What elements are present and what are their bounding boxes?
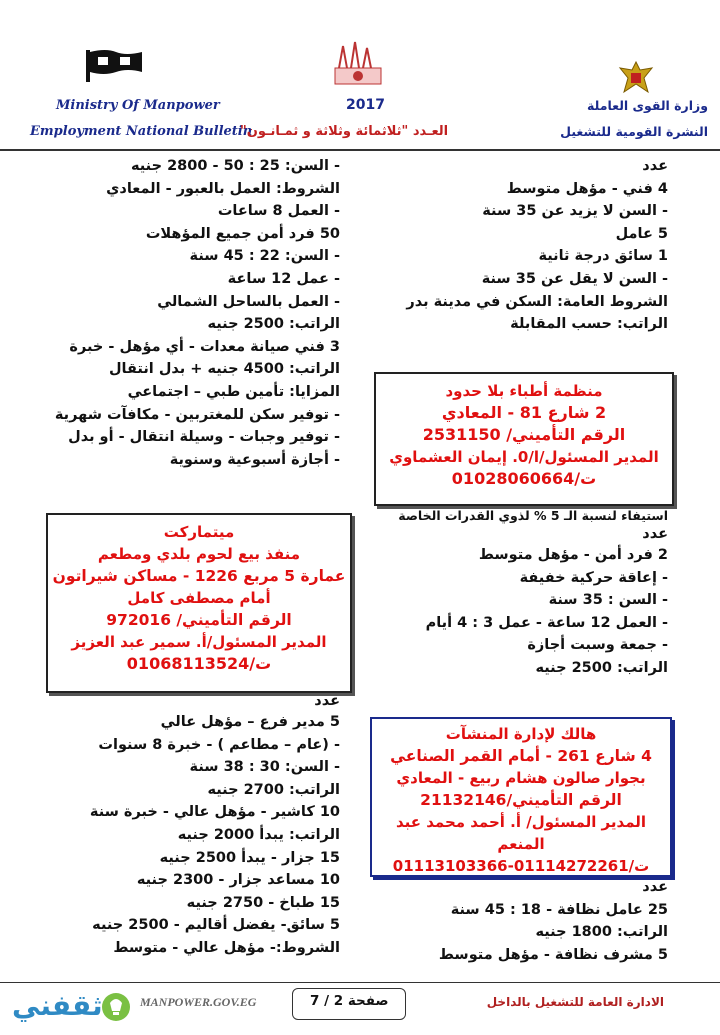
list-item: - السن: 25 : 50 - 2800 جنيه [130, 158, 340, 174]
employer-name: هالك لإدارة المنشآت [445, 725, 597, 743]
employer-insurance: الرقم التأميني/ 2531150 [422, 425, 626, 444]
employer-manager: المدير المسئول/أ. سمير عبد العزيز [71, 633, 327, 651]
list-item: - توفير وجبات - وسيلة انتقال - أو بدل [68, 429, 340, 446]
list-item: - إعاقة حركية خفيفة [519, 569, 668, 586]
list-item: 5 سائق- يفضل أقاليم - 2500 جنيه [92, 917, 340, 934]
list-item: الشروط:- مؤهل عالي - متوسط [113, 939, 340, 956]
list-item: 5 مدير فرع – مؤهل عالي [160, 714, 340, 730]
list-item: عدد [642, 158, 668, 174]
list-item: الراتب: يبدأ 2000 جنيه [177, 826, 340, 843]
employer-insurance: الرقم التأميني/ 972016 [106, 611, 292, 629]
list-item: الراتب: 2700 جنيه [207, 781, 340, 798]
header-divider [0, 149, 720, 151]
list-item: - أجازة أسبوعية وسنوية [169, 451, 340, 468]
department-name: الادارة العامة للتشغيل بالداخل [486, 995, 664, 1009]
list-item: عدد [314, 693, 340, 709]
employer-insurance: الرقم التأميني/21132146 [420, 791, 622, 809]
list-item: - العمل 8 ساعات [217, 203, 340, 220]
employer-near: أمام مصطفى كامل [127, 589, 271, 607]
page-number: صفحة 2 / 7 [310, 993, 389, 1009]
list-item: 1 سائق درجة ثانية [538, 248, 668, 265]
ministry-ar: وزارة القوى العاملة [587, 98, 708, 113]
list-item: 3 فني صيانة معدات - أي مؤهل - خبرة [69, 338, 340, 355]
eagle-emblem-icon [618, 60, 654, 96]
list-item: - جمعة وسبت أجازة [527, 637, 668, 654]
list-item: الراتب: 4500 جنيه + بدل انتقال [108, 361, 340, 378]
list-item: - السن لا يقل عن 35 سنة [481, 270, 668, 287]
list-item: - (عام – مطاعم ) - خبرة 8 سنوات [98, 736, 340, 753]
list-item: - السن : 35 سنة [548, 592, 668, 609]
employer-phone: ت/01028060664 [451, 469, 597, 488]
list-item: 15 طباخ - 2750 جنيه [186, 894, 340, 911]
list-item: المزايا: تأمين طبي – اجتماعي [127, 383, 340, 400]
list-item: - العمل بالساحل الشمالي [157, 293, 340, 310]
employer-address: عمارة 5 مربع 1226 - مساكن شيراتون [52, 567, 346, 585]
list-item: الراتب: 2500 جنيه [207, 316, 340, 333]
employer-manager: المدير المسئول/ أ. أحمد محمد عبد المنعم [395, 813, 647, 853]
bulletin-en: Employment National Bulletin [30, 124, 253, 139]
employer-box-meatmarket [46, 513, 352, 693]
employer-address: 4 شارع 261 - أمام القمر الصناعي [390, 747, 652, 765]
employer-name: ميتماركت [163, 523, 235, 541]
list-item: - السن: 22 : 45 سنة [189, 248, 340, 265]
flag-logo [86, 48, 144, 82]
list-item: - العمل 12 ساعة - عمل 3 : 4 أيام [425, 614, 668, 631]
list-item: - السن لا يزيد عن 35 سنة [482, 203, 668, 220]
right-col-listing-3 [368, 876, 668, 966]
list-item: عدد [642, 526, 668, 542]
list-item: 25 عامل نظافة - 18 : 45 سنة [450, 901, 668, 918]
list-item: عدد [642, 879, 668, 895]
list-item: استيفاء لنسبة الـ 5 % لذوي القدرات الخاصة [398, 508, 668, 523]
list-item: 10 كاشير - مؤهل عالي - خبرة سنة [89, 804, 340, 821]
employer-name: منظمة أطباء بلا حدود [445, 382, 603, 400]
list-item: 50 فرد أمن جميع المؤهلات [145, 225, 340, 242]
bulletin-ar: النشرة القومية للتشغيل [560, 124, 708, 139]
year: 2017 [346, 97, 385, 113]
employer-box-halk [370, 717, 672, 877]
list-item: الراتب: 1800 جنيه [535, 924, 668, 941]
employer-near: بجوار صالون هشام ربيع - المعادي [396, 769, 646, 787]
list-item: - توفير سكن للمغتربين - مكافآت شهرية [54, 406, 340, 423]
list-item: الراتب: 2500 جنيه [535, 659, 668, 676]
employer-address: 2 شارع 81 - المعادي [441, 403, 607, 422]
watermark-text: ثقفني [12, 989, 103, 1022]
website-link[interactable]: MANPOWER.GOV.EG [140, 995, 257, 1009]
issue-number: العـدد "ثلاثمائة وثلاثة و ثمـانـون" [240, 124, 449, 139]
ministry-en: Ministry Of Manpower [56, 98, 220, 113]
list-item: 5 عامل [615, 225, 668, 242]
employer-box-msf [374, 372, 674, 506]
employer-manager: المدير المسئول/ا/0. إيمان العشماوي [389, 448, 659, 466]
list-item: - عمل 12 ساعة [227, 270, 340, 287]
list-item: 10 مساعد جزار - 2300 جنيه [136, 872, 340, 889]
list-item: الراتب: حسب المقابلة [510, 316, 668, 333]
watermark-logo [6, 985, 136, 1029]
list-item: - السن: 30 : 38 سنة [189, 759, 340, 776]
list-item: 15 جزار - يبدأ 2500 جنيه [159, 849, 340, 866]
employer-subtitle: منفذ بيع لحوم بلدي ومطعم [97, 545, 301, 563]
right-col-listing-1 [348, 155, 668, 336]
right-col-listing-2 [338, 507, 668, 680]
bulletin-logo [333, 38, 383, 88]
employer-phone: ت/01114272261-01113103366 [392, 857, 650, 875]
left-col-listing-1 [20, 155, 340, 471]
list-item: 4 فني - مؤهل متوسط [506, 180, 668, 197]
list-item: الشروط العامة: السكن في مدينة بدر [406, 293, 668, 310]
list-item: الشروط: العمل بالعبور - المعادي [106, 180, 340, 197]
list-item: 2 فرد أمن - مؤهل متوسط [478, 547, 668, 563]
footer-divider [0, 982, 720, 983]
employer-phone: ت/01068113524 [126, 654, 272, 673]
left-col-listing-2 [10, 691, 340, 960]
list-item: 5 مشرف نظافة - مؤهل متوسط [438, 946, 668, 963]
